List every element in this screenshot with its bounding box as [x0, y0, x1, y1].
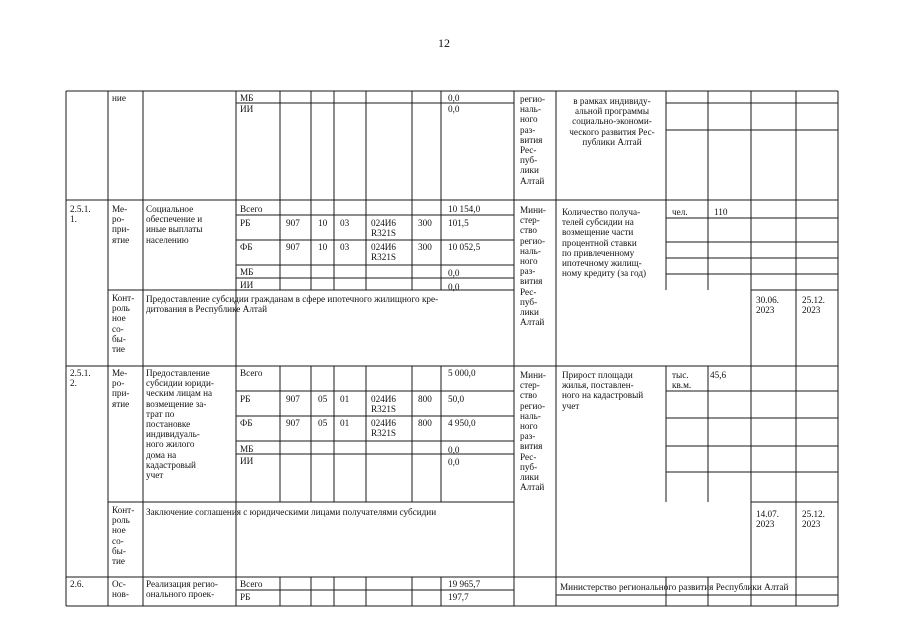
top-amount-mb: 0,0 — [448, 93, 460, 103]
row-2512-amount-2: 4 950,0 — [448, 418, 476, 428]
row-2511-event-kind: Конт- роль ное со- бы- тие — [112, 293, 135, 355]
row-2512-rz-1: 05 — [318, 394, 328, 404]
row-2512-pr-1: 01 — [340, 394, 350, 404]
row-2511-amount-4: 0,0 — [448, 282, 460, 292]
row-2512-name: Предоставление субсидии юриди- ческим лицам на возмещение за- трат по постановке индивидуаль- ного жилого дома на кадастровый учет — [146, 368, 214, 481]
top-fund-ii: ИИ — [240, 104, 254, 114]
row-2512-unit: тыс. кв.м. — [672, 370, 692, 391]
row-2512-value: 45,6 — [710, 370, 727, 380]
row-2512-indicator: Прирост площади жилья, поставлен- ного на кадастровый учет — [562, 370, 644, 411]
row-26-fund-0: Всего — [240, 579, 263, 589]
row-2511-csr-1: 024И6 R321S — [371, 218, 397, 239]
row-26-amount-1: 197,7 — [448, 592, 469, 602]
row-2511-vr-2: 300 — [418, 242, 432, 252]
row-2512-event-end: 25.12. 2023 — [802, 509, 825, 530]
row-2512-pr-2: 01 — [340, 418, 350, 428]
row-2511-kind: Ме- ро- при- ятие — [112, 204, 130, 245]
row-26-number: 2.6. — [70, 579, 84, 589]
row-2511-fund-0: Всего — [240, 204, 263, 214]
row-2512-fund-0: Всего — [240, 368, 263, 378]
row-2512-event-text: Заключение соглашения с юридическими лицами получателями субсидии — [146, 507, 437, 517]
row-2511-fund-4: ИИ — [240, 280, 254, 290]
row-2512-vr-1: 800 — [418, 394, 432, 404]
row-2511-csr-2: 024И6 R321S — [371, 242, 397, 263]
row-2511-vr-1: 300 — [418, 218, 432, 228]
row-2512-amount-1: 50,0 — [448, 394, 465, 404]
row-2511-fund-1: РБ — [240, 218, 251, 228]
row-2511-amount-0: 10 154,0 — [448, 204, 481, 214]
row-2512-vr-2: 800 — [418, 418, 432, 428]
row-26-name: Реализация регио- онального проек- — [146, 579, 218, 600]
row-2512-amount-0: 5 000,0 — [448, 368, 476, 378]
row-26-amount-0: 19 965,7 — [448, 579, 481, 589]
row-2511-event-text: Предоставление субсидии гражданам в сфере ипотечного жилищного кре- дитования в Республике Алтай — [146, 294, 439, 315]
top-fund-mb: МБ — [240, 93, 254, 103]
row-2512-fund-4: ИИ — [240, 456, 254, 466]
row-2511-event-start: 30.06. 2023 — [756, 295, 779, 316]
top-executor: регио- наль- ного раз- вития Рес- пуб- лики Алтай — [520, 94, 546, 186]
row-2512-fund-1: РБ — [240, 394, 251, 404]
row-2512-grbs-2: 907 — [286, 418, 300, 428]
row-2511-unit: чел. — [672, 207, 688, 217]
row-26-executor: Министерство регионального развития Республики Алтай — [560, 582, 789, 592]
row-2511-executor: Мини- стер- ство регио- наль- ного раз- вития Рес- пуб- лики Алтай — [520, 205, 546, 328]
row-2511-name: Социальное обеспечение и иные выплаты населению — [146, 204, 203, 245]
row-2512-executor: Мини- стер- ство регио- наль- ного раз- вития Рес- пуб- лики Алтай — [520, 370, 546, 493]
row-2512-rz-2: 05 — [318, 418, 328, 428]
row-2511-amount-2: 10 052,5 — [448, 242, 481, 252]
row-2512-event-kind: Конт- роль ное со- бы- тие — [112, 505, 135, 567]
row-2512-number: 2.5.1. 2. — [70, 368, 91, 389]
row-2512-fund-2: ФБ — [240, 418, 253, 428]
row-26-fund-1: РБ — [240, 592, 251, 602]
row-2511-amount-3: 0,0 — [448, 268, 460, 278]
row-26-kind: Ос- нов- — [112, 579, 129, 600]
row-2512-amount-4: 0,0 — [448, 457, 460, 467]
row-2511-fund-2: ФБ — [240, 242, 253, 252]
top-amount-ii: 0,0 — [448, 104, 460, 114]
page-number: 12 — [438, 36, 450, 50]
top-indicator: в рамках индивиду- альной программы социально-экономи- ческого развития Рес- публики Алтай — [569, 96, 655, 147]
row-2511-number: 2.5.1. 1. — [70, 204, 91, 225]
row-2512-csr-1: 024И6 R321S — [371, 394, 397, 415]
row-2511-grbs-2: 907 — [286, 242, 300, 252]
row-2512-kind: Ме- ро- при- ятие — [112, 368, 130, 409]
row-2511-pr-2: 03 — [340, 242, 350, 252]
row-2512-csr-2: 024И6 R321S — [371, 418, 397, 439]
col-kind-tail: ние — [112, 93, 126, 103]
row-2511-rz-2: 10 — [318, 242, 328, 252]
row-2511-value: 110 — [714, 207, 728, 217]
row-2511-pr-1: 03 — [340, 218, 350, 228]
row-2511-fund-3: МБ — [240, 267, 254, 277]
row-2511-event-end: 25.12. 2023 — [802, 295, 825, 316]
row-2511-grbs-1: 907 — [286, 218, 300, 228]
row-2512-amount-3: 0,0 — [448, 445, 460, 455]
row-2511-indicator: Количество получа- телей субсидии на возмещение части процентной ставки по привлеченному ипотечному жилищ- ному кредиту (за год) — [562, 207, 647, 279]
row-2511-rz-1: 10 — [318, 218, 328, 228]
row-2511-amount-1: 101,5 — [448, 218, 469, 228]
row-2512-fund-3: МБ — [240, 444, 254, 454]
row-2512-grbs-1: 907 — [286, 394, 300, 404]
row-2512-event-start: 14.07. 2023 — [756, 509, 779, 530]
